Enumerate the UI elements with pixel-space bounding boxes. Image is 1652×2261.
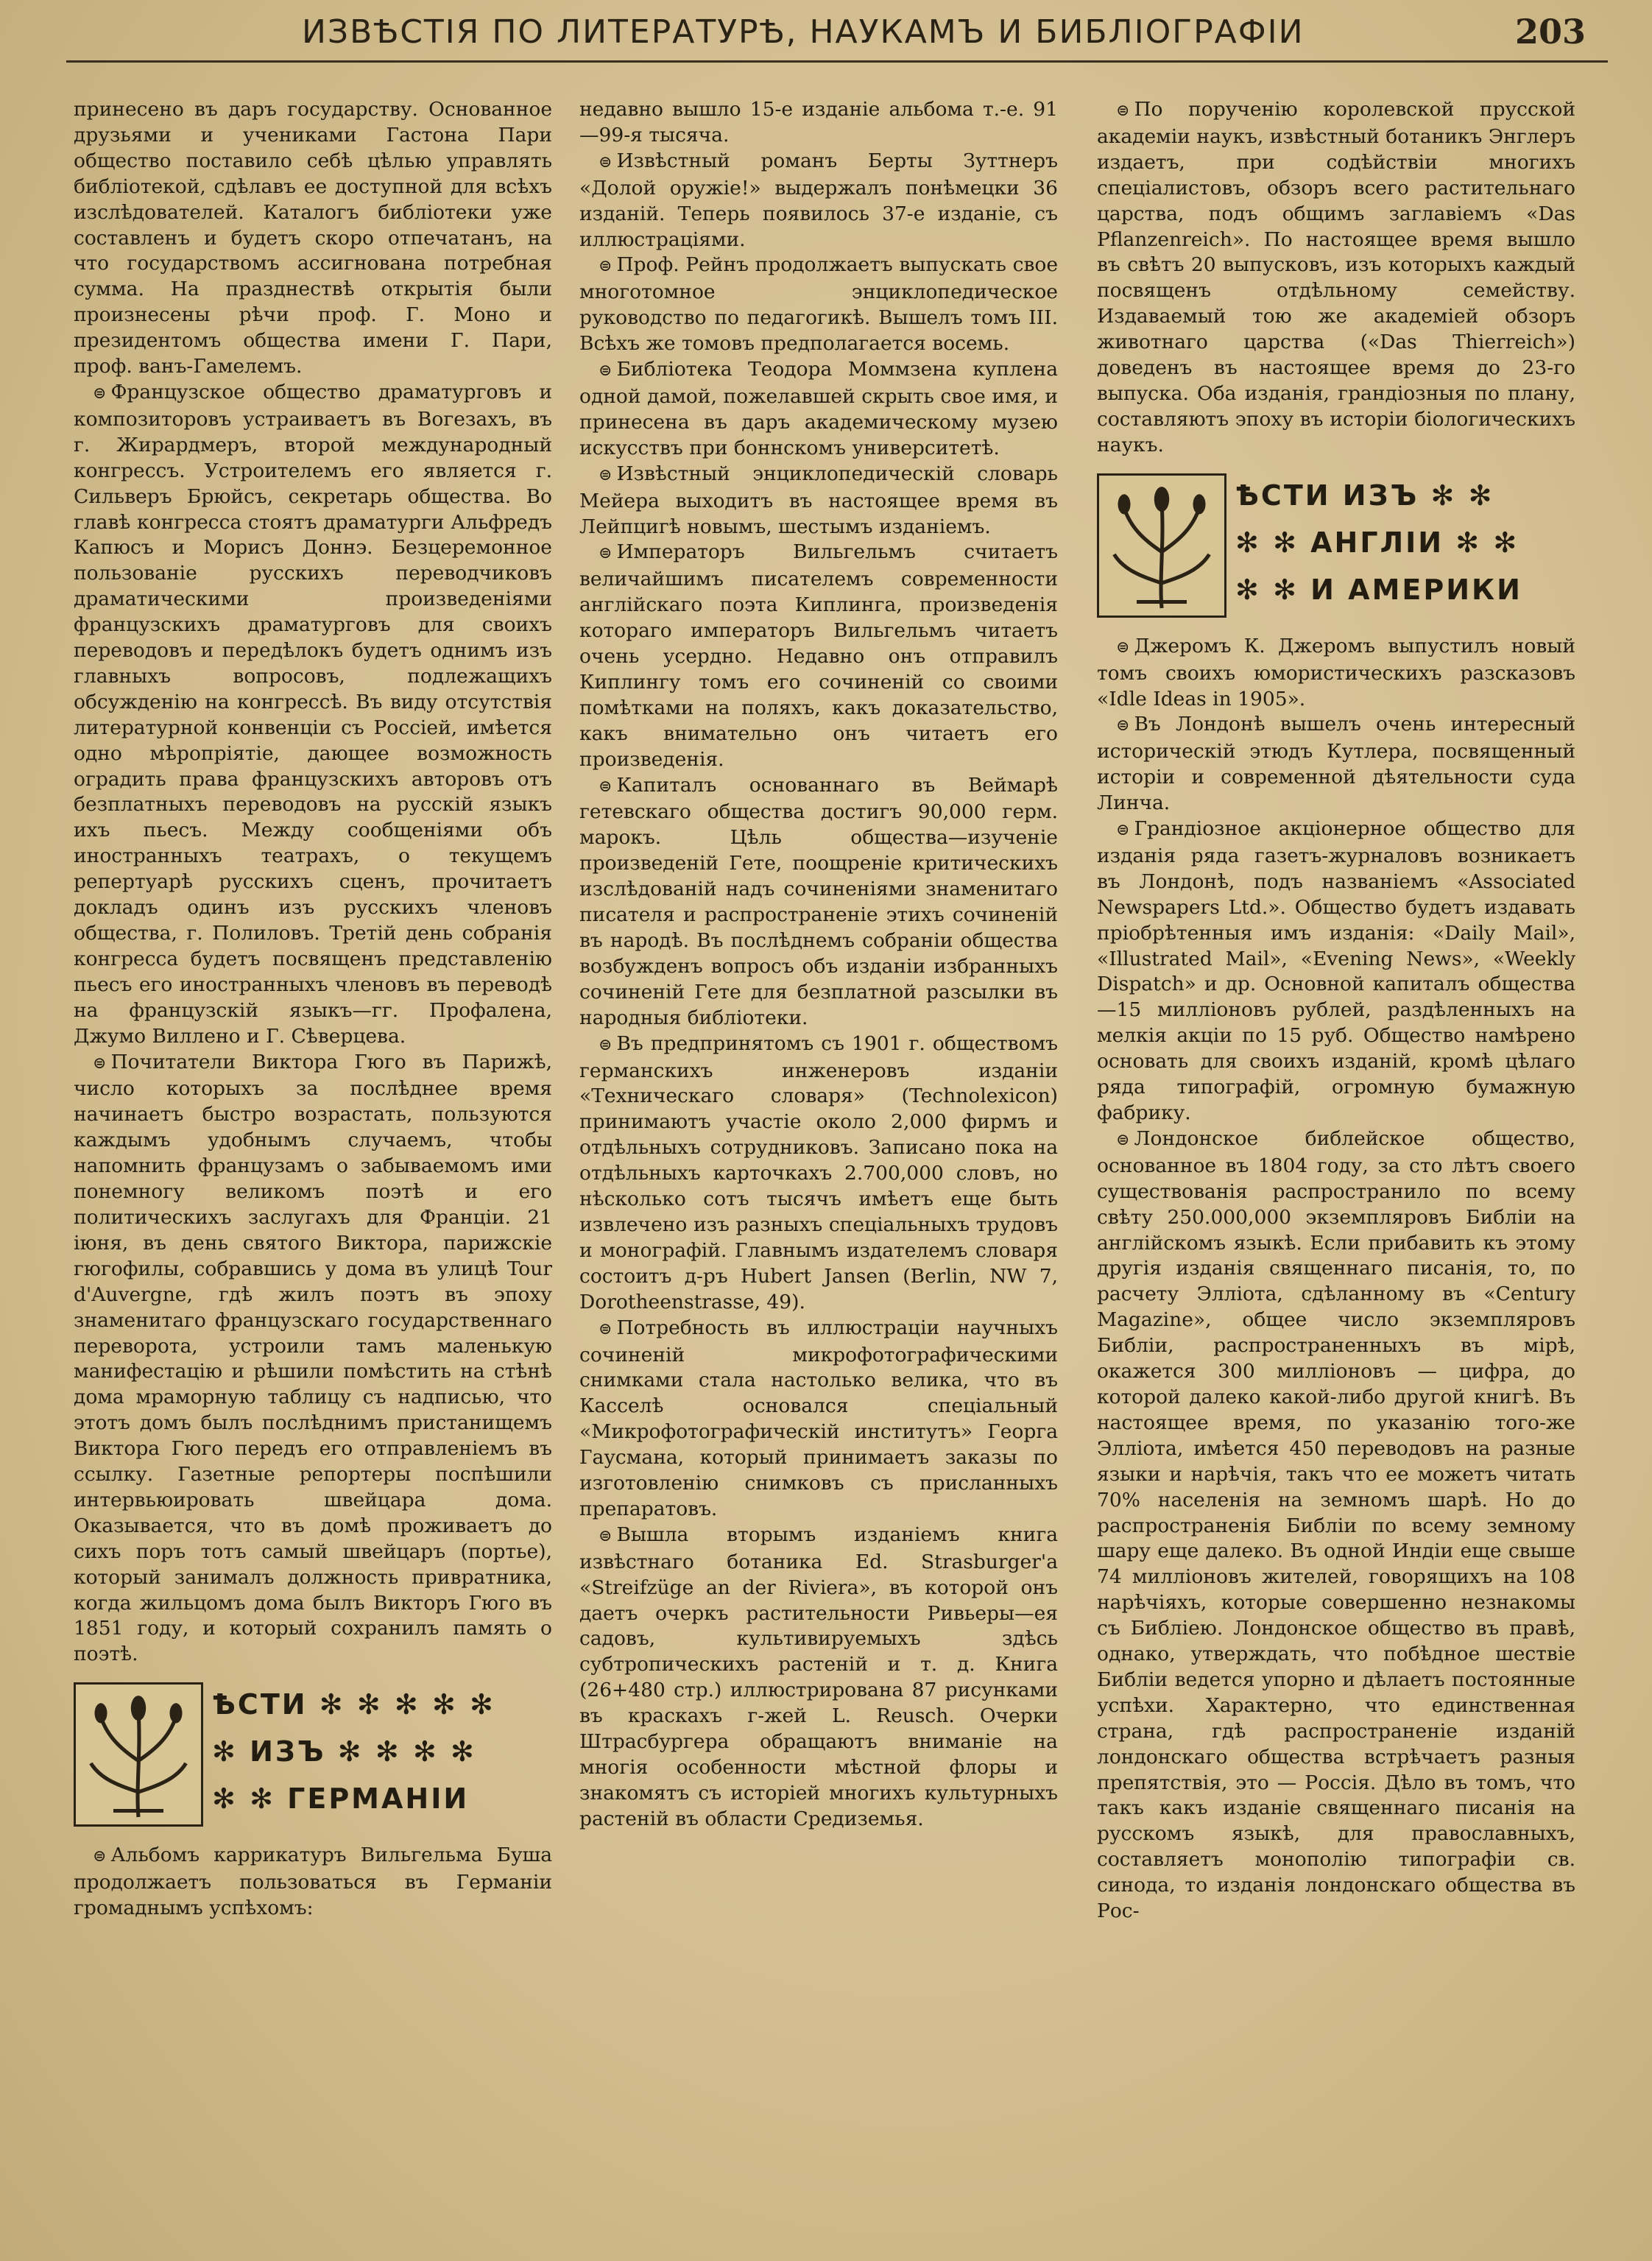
floral-logo-icon [74,1682,203,1827]
heading-line: ѢСТИ ИЗЪ [1235,479,1419,512]
paragraph-text: Лондонское библейское общество, основанное въ 1804 году, за сто лѣтъ своего существованія распространило по всему свѣту 250.000,000 экземпляровъ Библіи на англійскомъ языкѣ. Если прибавить къ этому другія изданія священнаго писанія, то, по расчету Элліота, сдѣланному въ «Century Magazine», общее число экземпляровъ Библіи, распространенныхъ въ мірѣ, окажется 300 милліоновъ — цифра, до которой далеко какой-либо другой книгѣ. Въ настоящее время, по указанію того-же Элліота, имѣется 450 переводовъ на разные языки и нарѣчія, такъ что ее можетъ читать 70% населенія на земномъ шарѣ. Но до распространенія Библіи по всему земному шару еще далеко. Въ одной Индіи еще свыше 74 милліоновъ жителей, говорящихъ на 108 нарѣчіяхъ, которые совершенно незнакомы съ Библіею. Лондонское общество въ правѣ, однако, утверждать, что побѣдное шествіе Библіи ведется упорно и дѣлаетъ постоянные успѣхи. Характерно, что единственная страна, гдѣ распространеніе изданій лондонскаго общества встрѣчаетъ разныя препятствія, это — Россія. Дѣло въ томъ, что такъ какъ изданіе священнаго писанія на русскомъ языкѣ, для православныхъ, составляетъ монополію типографіи св. синода, то изданія лондонскаго общества въ Рос- [1097,1126,1575,1923]
paragraph-text: Извѣстный энциклопедическій словарь Мейера выходитъ въ настоящее время въ Лейпцигѣ новымъ, шестымъ изданіемъ. [579,462,1058,538]
article-paragraph [579,1031,1058,1316]
floral-logo-icon [1097,473,1226,618]
article-paragraph [579,773,1058,1031]
paragraph-text: Вышла вторымъ изданіемъ книга извѣстнаго ботаника Ed. Strasburger'а «Streifzüge an der Riviera», въ которой онъ даетъ очеркъ растительности Ривьеры—ея садовъ, культивируемыхъ здѣсь субтропическихъ растеній и т. д. Книга (26+480 стр.) иллюстрирована 87 рисунками въ краскахъ г-жей L. Reusch. Очерки Штрасбургера обращаютъ вниманіе на многія особенности мѣстной флоры и знакомятъ съ исторіей многихъ культурныхъ растеній въ области Средиземья. [579,1523,1058,1830]
paragraph-mark-icon: ⊜ [1116,102,1130,120]
star-icon: ✻ ✻ [1444,526,1519,559]
paragraph-mark-icon: ⊜ [1116,716,1130,736]
paragraph-mark-icon: ⊜ [599,1319,613,1338]
paragraph-text: Извѣстный романъ Берты Зуттнеръ «Долой оружіе!» выдержалъ понѣмецки 36 изданій. Теперь появилось 37-е изданіе, съ иллюстраціями. [579,149,1058,251]
star-icon: ✻ ✻ ✻ ✻ ✻ [307,1688,495,1721]
paragraph-text: Въ Лондонѣ вышелъ очень интересный историческій этюдъ Кутлера, посвященный исторіи и современной дѣятельности суда Линча. [1097,713,1575,815]
star-icon: ✻ [212,1735,250,1768]
heading-line: ГЕРМАНІИ [287,1782,470,1816]
paragraph-mark-icon: ⊜ [1116,1130,1130,1149]
star-icon: ✻ ✻ [1419,479,1494,512]
page-number: 203 [1514,12,1586,52]
article-paragraph [74,380,552,1050]
paragraph-text: Альбомъ каррикатуръ Вильгельма Буша продолжаетъ пользоваться въ Германіи громаднымъ успѣхомъ: [74,1844,552,1920]
article-paragraph [579,462,1058,540]
running-header [66,9,1608,60]
paragraph-mark-icon: ⊜ [93,384,107,403]
paragraph-text: Проф. Рейнъ продолжаетъ выпускать свое многотомное энциклопедическое руководство по педагогикѣ. Вышелъ томъ III. Всѣхъ же томовъ предполагается восемь. [579,253,1058,356]
star-icon: ✻ ✻ [1235,573,1311,606]
article-paragraph [74,1843,552,1922]
paragraph-text: Французское общество драматурговъ и композиторовъ устраиваетъ въ Вогезахъ, въ г. Жирардмеръ, второй международный конгрессъ. Устроителемъ его является г. Сильверъ Брюйсъ, секретарь общества. Во главѣ конгресса стоятъ драматурги Альфредъ Капюсъ и Морисъ Доннэ. Безцеремонное пользованіе русскихъ переводчиковъ драматическими произведеніями французскихъ драматурговъ для своихъ переводовъ и передѣлокъ будетъ однимъ изъ главныхъ вопросовъ, подлежащихъ обсужденію на конгрессѣ. Въ виду отсутствія литературной конвенціи съ Россіей, имѣется одно мѣропріятіе, дающее возможность оградить права французскихъ авторовъ отъ безплатныхъ переводовъ на русскій языкъ ихъ пьесъ. Между сообщеніями объ иностранныхъ театрахъ, о текущемъ репертуарѣ русскихъ сценъ, прочитаетъ докладъ одинъ изъ русскихъ членовъ общества, г. Полиловъ. Третій день собранія конгресса будетъ посвященъ представленію пьесъ его иностранныхъ членовъ въ переводѣ на французскій языкъ—гг. Профалена, Джумо Виллено и Г. Сѣверцева. [74,380,552,1048]
article-paragraph [579,540,1058,772]
article-paragraph [1097,634,1575,713]
paragraph-mark-icon: ⊜ [93,1847,107,1866]
paragraph-mark-icon: ⊜ [599,152,613,172]
column-1 [74,97,552,1922]
paragraph-text: недавно вышло 15-е изданіе альбома т.-е. 91—99-я тысяча. [579,98,1058,147]
article-paragraph [74,97,552,380]
section-heading-england-america [1097,469,1575,624]
column-2 [579,97,1058,1833]
paragraph-text: Джеромъ К. Джеромъ выпустилъ новый томъ своихъ юмористическихъ разсказовъ «Idle Ideas in 1905». [1097,634,1575,710]
paragraph-text: Библіотека Теодора Моммзена куплена одной дамой, пожелавшей скрыть свое имя, и принесена въ даръ академическому музею искусствъ при боннскомъ университетѣ. [579,358,1058,459]
article-paragraph [579,1523,1058,1833]
star-icon: ✻ ✻ [212,1782,288,1816]
paragraph-text: Потребность въ иллюстраціи научныхъ сочиненій микрофотографическими снимками стала настолько велика, что въ Касселѣ основался спеціальный «Микрофотографическій институтъ» Георга Гаусмана, который принимаетъ заказы по изготовленію снимковъ съ присланныхъ препаратовъ. [579,1316,1058,1520]
heading-line: АНГЛІИ [1310,526,1444,559]
heading-line: ѢСТИ [212,1688,308,1721]
paragraph-text: Капиталъ основаннаго въ Веймарѣ гетевскаго общества достигъ 90,000 герм. марокъ. Цѣль общества—изученіе произведеній Гете, поощреніе критическихъ изслѣдованій надъ сочиненіями знаменитаго писателя и распространеніе этихъ сочиненій въ народѣ. Въ послѣднемъ собраніи общества возбужденъ вопросъ объ изданіи избранныхъ сочиненій Гете для безплатной разсылки въ народныя библіотеки. [579,773,1058,1029]
paragraph-text: Грандіозное акціонерное общество для изданія ряда газетъ-журналовъ возникаетъ въ Лондонѣ, подъ названіемъ «Associated Newspapers Ltd.». Общество будетъ издавать пріобрѣтенныя имъ изданія: «Daily Mail», «Illustrated Mail», «Evening News», «Weekly Dispatch» и др. Основной капиталъ общества—15 милліоновъ рублей, раздѣленныхъ на мелкія акціи по 15 руб. Общество намѣрено основать для своихъ изданій, кромѣ цѣлаго ряда типографій, огромную бумажную фабрику. [1097,817,1575,1124]
article-paragraph [74,1050,552,1668]
paragraph-mark-icon: ⊜ [599,1035,613,1054]
article-paragraph [579,357,1058,462]
journal-title: ИЗВѢСТІЯ ПО ЛИТЕРАТУРѢ, НАУКАМЪ И БИБЛІОГРАФІИ [302,13,1305,51]
article-paragraph [579,97,1058,149]
article-paragraph [1097,712,1575,816]
paragraph-mark-icon: ⊜ [1116,638,1130,657]
heading-line: ИЗЪ [250,1735,326,1768]
article-paragraph [1097,97,1575,459]
article-paragraph [579,149,1058,253]
star-icon: ✻ ✻ ✻ ✻ [325,1735,476,1768]
star-icon: ✻ ✻ [1235,526,1311,559]
paragraph-mark-icon: ⊜ [599,777,613,796]
paragraph-text: Въ предпринятомъ съ 1901 г. обществомъ германскихъ инженеровъ изданіи «Техническаго словаря» (Technolexicon) принимаютъ участіе около 2,000 фирмъ и отдѣльныхъ сотрудниковъ. Записано пока на отдѣльныхъ карточкахъ 2.700,000 словъ, но нѣсколько сотъ тысячъ имѣетъ еще быть извлечено изъ разныхъ спеціальныхъ трудовъ и монографій. Главнымъ издателемъ словаря состоитъ д-ръ Hubert Jansen (Berlin, NW 7, Dorotheenstrasse, 49). [579,1031,1058,1313]
heading-line: И АМЕРИКИ [1310,573,1522,606]
article-paragraph [1097,816,1575,1126]
column-3 [1097,97,1575,1925]
paragraph-mark-icon: ⊜ [93,1054,107,1073]
section-heading-germany [74,1678,552,1833]
paragraph-mark-icon: ⊜ [599,361,613,381]
paragraph-mark-icon: ⊜ [1116,821,1130,840]
header-rule [66,60,1608,63]
paragraph-text: Почитатели Виктора Гюго въ Парижѣ, число которыхъ за послѣднее время начинаетъ быстро возрастать, пользуются каждымъ удобнымъ случаемъ, чтобы напомнить французамъ о забываемомъ ими понемногу великомъ поэтѣ и его политическихъ заслугахъ для Франціи. 21 іюня, въ день святого Виктора, парижскіе гюгофилы, собравшись у дома въ улицѣ Tour d'Auvergne, гдѣ жилъ поэтъ въ эпоху знаменитаго французскаго государственнаго переворота, устроили тамъ маленькую манифестацію и рѣшили помѣстить на стѣнѣ дома мраморную таблицу съ надписью, что этотъ домъ былъ послѣднимъ пристанищемъ Виктора Гюго передъ его отправленіемъ въ ссылку. Газетные репортеры поспѣшили интервьюировать швейцара дома. Оказывается, что въ домѣ проживаетъ до сихъ поръ тотъ самый швейцаръ (портье), который занималъ должность привратника, когда жильцомъ дома былъ Викторъ Гюго въ 1851 году, и который сохранилъ память о поэтѣ. [74,1050,552,1666]
paragraph-mark-icon: ⊜ [599,465,613,484]
paragraph-mark-icon: ⊜ [599,257,613,276]
article-paragraph [579,253,1058,357]
paragraph-mark-icon: ⊜ [599,544,613,563]
paragraph-text: принесено въ даръ государству. Основанное друзьями и учениками Гастона Пари общество поставило себѣ цѣлью управлять библіотекой, сдѣлавъ ее доступной для всѣхъ изслѣдователей. Каталогъ библіотеки уже составленъ и будетъ скоро отпечатанъ, на что государствомъ ассигнована потребная сумма. На празднествѣ открытія были произнесены рѣчи проф. Г. Моно и президентомъ общества имени Г. Пари, проф. ванъ-Гамелемъ. [74,98,552,378]
article-paragraph [1097,1126,1575,1925]
paragraph-text: По порученію королевской прусской академіи наукъ, извѣстный ботаникъ Энглеръ издаетъ, при содѣйствіи многихъ спеціалистовъ, обзоръ всего растительнаго царства, подъ общимъ заглавіемъ «Das Pflanzenreich». По настоящее время вышло въ свѣтъ 20 выпусковъ, изъ которыхъ каждый посвященъ отдѣльному семейству. Издаваемый тою же академіей обзоръ животнаго царства («Das Thierreich») доведенъ въ настоящее время до 23-го выпуска. Оба изданія, грандіозныя по плану, составляютъ эпоху въ исторіи біологическихъ наукъ. [1097,98,1575,456]
paragraph-mark-icon: ⊜ [599,1526,613,1545]
article-paragraph [579,1316,1058,1523]
paragraph-text: Императоръ Вильгельмъ считаетъ величайшимъ писателемъ современности англійскаго поэта Киплинга, произведенія котораго императоръ Вильгельмъ читаетъ очень усердно. Недавно онъ отправилъ Киплингу томъ его сочиненій со своими помѣтками на поляхъ, какъ доказательство, какъ внимательно онъ читаетъ его произведенія. [579,540,1058,771]
